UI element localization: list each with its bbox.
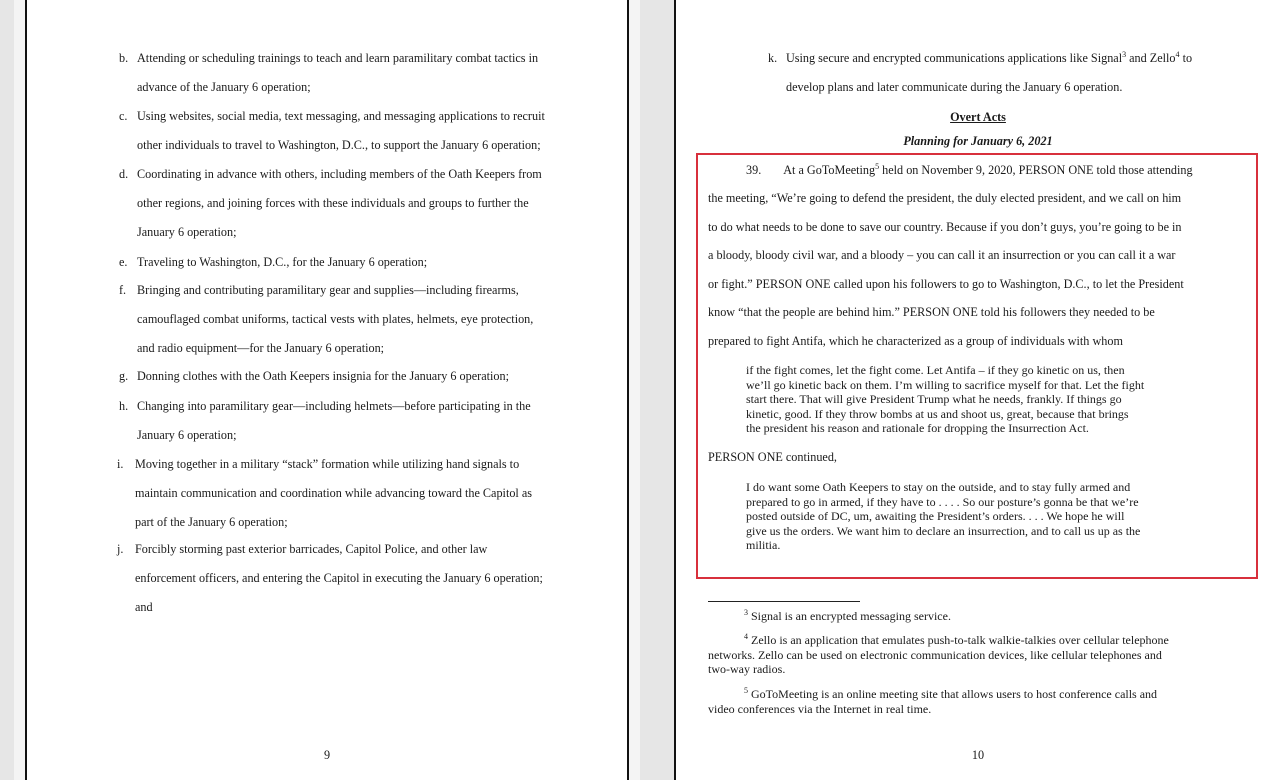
list-item-label: b. bbox=[119, 51, 129, 65]
list-item-label: c. bbox=[119, 109, 128, 123]
list-item-label: e. bbox=[119, 255, 128, 269]
footnote-ref-5: 5 bbox=[875, 162, 880, 171]
text-line: maintain communication and coordination while advancing toward the Capitol as bbox=[135, 486, 533, 500]
list-item-text bbox=[135, 535, 543, 622]
quote-line: we’ll go kinetic back on them. I’m willing to sacrifice myself for that. Let the fight bbox=[746, 377, 1145, 392]
footnote-text: Zello is an application that emulates push-to-talk walkie-talkies over cellular telephone bbox=[751, 633, 1169, 647]
text-line: Moving together in a military “stack” formation while utilizing hand signals to bbox=[135, 457, 520, 471]
text-line: Donning clothes with the Oath Keepers insignia for the January 6 operation; bbox=[137, 369, 509, 383]
list-item-text bbox=[137, 160, 542, 247]
text-line: and radio equipment—for the January 6 operation; bbox=[137, 341, 385, 355]
footnote-ref-3: 3 bbox=[1122, 50, 1127, 59]
quote-line: start there. That will give President Trump what he needs, frankly. If things go bbox=[746, 392, 1122, 407]
text-line: Coordinating in advance with others, including members of the Oath Keepers from bbox=[137, 167, 542, 181]
paragraph-line: or fight.” PERSON ONE called upon his followers to go to Washington, D.C., to let the President bbox=[708, 276, 1184, 291]
text-line: Changing into paramilitary gear—including helmets—before participating in the bbox=[137, 399, 531, 413]
continued-text: PERSON ONE continued, bbox=[708, 450, 837, 464]
list-item-text bbox=[137, 44, 538, 102]
footnote-4 bbox=[708, 633, 1169, 677]
text-line: January 6 operation; bbox=[137, 225, 237, 239]
text-line: advance of the January 6 operation; bbox=[137, 80, 311, 94]
text-line: Bringing and contributing paramilitary gear and supplies—including firearms, bbox=[137, 283, 519, 297]
footnote-text: GoToMeeting is an online meeting site that allows users to host conference calls and bbox=[751, 687, 1158, 701]
footnote-separator bbox=[708, 601, 860, 602]
text-line: Forcibly storming past exterior barricades, Capitol Police, and other law bbox=[135, 542, 488, 556]
list-item-label: g. bbox=[119, 369, 129, 383]
text-line: and bbox=[135, 600, 153, 614]
list-item-label: i. bbox=[117, 457, 124, 471]
text-line: Using websites, social media, text messaging, and messaging applications to recruit bbox=[137, 109, 545, 123]
paragraph-line: know “that the people are behind him.” PERSON ONE told his followers they needed to be bbox=[708, 305, 1155, 320]
list-item-text: Using secure and encrypted communications applications like Signal$^3$ and Zello$^4$ to develop plans and later communicate during the January 6 operation. bbox=[786, 50, 1193, 94]
text-line: other regions, and joining forces with these individuals and groups to further the bbox=[137, 196, 529, 210]
page-number: 10 bbox=[971, 748, 985, 762]
paragraph-line: the meeting, “We’re going to defend the president, the duly elected president, and we call on him bbox=[708, 191, 1182, 205]
list-item-label: f. bbox=[119, 283, 127, 297]
document-page-10 bbox=[674, 0, 1280, 780]
text-line: Traveling to Washington, D.C., for the January 6 operation; bbox=[137, 255, 428, 269]
list-item-label: d. bbox=[119, 167, 129, 181]
quote-line: the president his reason and rationale for dropping the Insurrection Act. bbox=[746, 421, 1089, 436]
footnote-text: Signal is an encrypted messaging service. bbox=[751, 609, 951, 623]
list-item-label: h. bbox=[119, 399, 129, 413]
paragraph-39-first-line: 39. At a GoToMeeting$^5$ held on November 9, 2020, PERSON ONE told those attending bbox=[746, 162, 1193, 177]
footnote-5 bbox=[708, 687, 1157, 716]
footnote-text: two-way radios. bbox=[708, 662, 786, 677]
section-subheading: Planning for January 6, 2021 bbox=[903, 134, 1053, 148]
list-item-label: k. bbox=[768, 51, 778, 65]
quote-line: posted outside of DC, um, awaiting the President’s orders. . . . We hope he will bbox=[746, 509, 1125, 524]
text-line: enforcement officers, and entering the Capitol in executing the January 6 operation; bbox=[135, 571, 543, 585]
paragraph-number: 39. bbox=[746, 163, 762, 177]
list-item-text bbox=[137, 392, 531, 450]
paragraph-line: a bloody, bloody civil war, and a bloody – you can call it an insurrection or you can call it a war bbox=[708, 248, 1176, 263]
list-item-text bbox=[135, 450, 532, 537]
list-item-text bbox=[137, 102, 545, 160]
footnote-3 bbox=[708, 609, 951, 624]
list-item-text bbox=[137, 248, 427, 277]
quote-line: kinetic, good. If they throw bombs at us and shoot us, great, because that brings bbox=[746, 406, 1129, 421]
paragraph-line: prepared to fight Antifa, which he characterized as a group of individuals with whom bbox=[708, 334, 1123, 348]
paragraph-line: to do what needs to be done to save our country. Because if you don’t guys, you’re going to be in bbox=[708, 219, 1182, 234]
footnote-ref-4: 4 bbox=[1175, 50, 1180, 59]
quote-line: prepared to go in armed, if they have to . . . . So our posture’s gonna be that we’re bbox=[746, 494, 1139, 509]
footnote-mark: 4 bbox=[744, 632, 748, 641]
quote-line: militia. bbox=[746, 538, 781, 553]
text-line: January 6 operation; bbox=[137, 428, 237, 442]
quote-line: if the fight comes, let the fight come. Let Antifa – if they go kinetic on us, then bbox=[746, 363, 1125, 377]
document-page-9 bbox=[25, 0, 629, 780]
text-line: camouflaged combat uniforms, tactical vests with plates, helmets, eye protection, bbox=[137, 312, 534, 326]
quote-line: give us the orders. We want him to declare an insurrection, and to call us up as the bbox=[746, 523, 1141, 538]
text-line: other individuals to travel to Washington, D.C., to support the January 6 operation; bbox=[137, 138, 541, 152]
list-item-text bbox=[137, 362, 509, 391]
footnote-text: video conferences via the Internet in real time. bbox=[708, 701, 932, 716]
footnote-mark: 3 bbox=[744, 608, 748, 617]
quote-line: I do want some Oath Keepers to stay on the outside, and to stay fully armed and bbox=[746, 480, 1131, 494]
section-heading: Overt Acts bbox=[950, 110, 1006, 124]
list-item-text bbox=[137, 276, 533, 363]
footnote-text: networks. Zello can be used on electronic communication devices, like cellular telephones and bbox=[708, 647, 1162, 662]
page-number: 9 bbox=[323, 748, 331, 762]
footnote-mark: 5 bbox=[744, 686, 748, 695]
text-line: part of the January 6 operation; bbox=[135, 515, 288, 529]
list-item-label: j. bbox=[117, 542, 124, 556]
text-line: Attending or scheduling trainings to teach and learn paramilitary combat tactics in bbox=[137, 51, 539, 65]
